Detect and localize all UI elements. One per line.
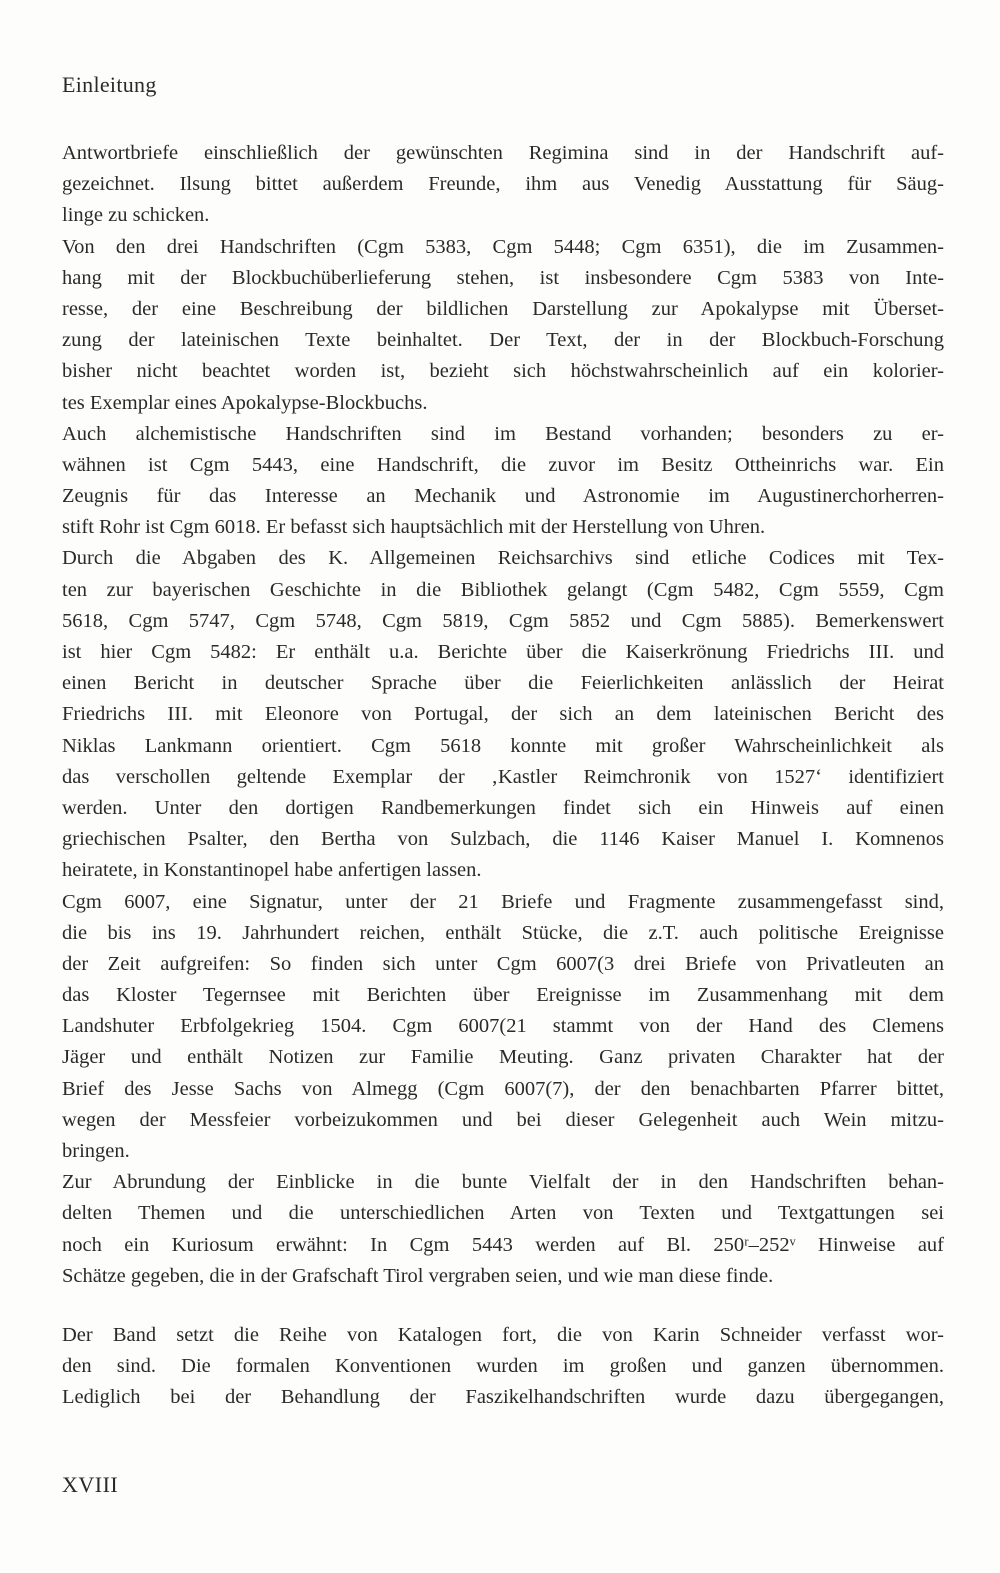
paragraph <box>62 1320 944 1414</box>
text-line: Cgm 6007, eine Signatur, unter der 21 Briefe und Fragmente zusammengefasst sind, <box>62 890 944 913</box>
text-line: hang mit der Blockbuchüberlieferung stehen, ist insbesondere Cgm 5383 von Inte- <box>62 266 944 289</box>
text-line: gezeichnet. Ilsung bittet außerdem Freunde, ihm aus Venedig Ausstattung für Säug- <box>62 173 944 196</box>
text-line: stift Rohr ist Cgm 6018. Er befasst sich hauptsächlich mit der Herstellung von Uhren. <box>62 516 766 539</box>
text-line: werden. Unter den dortigen Randbemerkungen findet sich ein Hinweis auf einen <box>62 796 944 819</box>
paragraph <box>62 419 944 544</box>
text-line: Jäger und enthält Notizen zur Familie Meuting. Ganz privaten Charakter hat der <box>62 1046 944 1069</box>
text-line: wegen der Messfeier vorbeizukommen und bei dieser Gelegenheit auch Wein mitzu- <box>62 1108 944 1131</box>
text-line: die bis ins 19. Jahrhundert reichen, enthält Stücke, die z.T. auch politische Ereignisse <box>62 921 944 944</box>
text-line: den sind. Die formalen Konventionen wurden im großen und ganzen übernommen. <box>62 1355 944 1378</box>
text-line: Friedrichs III. mit Eleonore von Portugal, der sich an dem lateinischen Bericht des <box>62 703 944 726</box>
text-line: linge zu schicken. <box>62 204 210 227</box>
text-line: Landshuter Erbfolgekrieg 1504. Cgm 6007(21 stammt von der Hand des Clemens <box>62 1015 944 1038</box>
text-line: noch ein Kuriosum erwähnt: In Cgm 5443 werden auf Bl. 250ʳ–252ᵛ Hinweise auf <box>62 1233 944 1256</box>
text-line: Niklas Lankmann orientiert. Cgm 5618 konnte mit großer Wahrscheinlichkeit als <box>62 734 944 757</box>
text-line: das verschollen geltende Exemplar der ‚Kastler Reimchronik von 1527‘ identifiziert <box>62 765 944 788</box>
text-line: Von den drei Handschriften (Cgm 5383, Cgm 5448; Cgm 6351), die im Zusammen- <box>62 235 944 258</box>
text-line: der Zeit aufgreifen: So finden sich unter Cgm 6007(3 drei Briefe von Privatleuten an <box>62 952 944 975</box>
text-line: das Kloster Tegernsee mit Berichten über Ereignisse im Zusammenhang mit dem <box>62 984 944 1007</box>
text-line: heiratete, in Konstantinopel habe anfertigen lassen. <box>62 859 482 882</box>
text-line: tes Exemplar eines Apokalypse-Blockbuchs. <box>62 391 428 414</box>
text-line: Durch die Abgaben des K. Allgemeinen Reichsarchivs sind etliche Codices mit Tex- <box>62 547 944 570</box>
text-line: resse, der eine Beschreibung der bildlichen Darstellung zur Apokalypse mit Überset- <box>62 297 944 320</box>
text-line: Zur Abrundung der Einblicke in die bunte Vielfalt der in den Handschriften behan- <box>62 1171 944 1194</box>
text-line: Der Band setzt die Reihe von Katalogen fort, die von Karin Schneider verfasst wor- <box>62 1323 944 1346</box>
text-line: wähnen ist Cgm 5443, eine Handschrift, die zuvor im Besitz Ottheinrichs war. Ein <box>62 453 944 476</box>
text-line: zung der lateinischen Texte beinhaltet. Der Text, der in der Blockbuch-Forschung <box>62 329 944 352</box>
text-line: Zeugnis für das Interesse an Mechanik und Astronomie im Augustinerchorherren- <box>62 485 944 508</box>
text-line: Schätze gegeben, die in der Grafschaft Tirol vergraben seien, und wie man diese finde. <box>62 1264 774 1287</box>
paragraph-gap <box>62 1292 944 1320</box>
text-line: Antwortbriefe einschließlich der gewünschten Regimina sind in der Handschrift auf- <box>62 142 944 164</box>
paragraph <box>62 887 944 1168</box>
text-line: ten zur bayerischen Geschichte in die Bibliothek gelangt (Cgm 5482, Cgm 5559, Cgm <box>62 578 944 601</box>
text-line: Auch alchemistische Handschriften sind im Bestand vorhanden; besonders zu er- <box>62 422 944 445</box>
text-line: delten Themen und die unterschiedlichen Arten von Texten und Textgattungen sei <box>62 1202 944 1225</box>
text-line: ist hier Cgm 5482: Er enthält u.a. Berichte über die Kaiserkrönung Friedrichs III. und <box>62 641 944 663</box>
text-line: 5618, Cgm 5747, Cgm 5748, Cgm 5819, Cgm 5852 und Cgm 5885). Bemerkenswert <box>62 609 944 632</box>
text-line: einen Bericht in deutscher Sprache über die Feierlichkeiten anlässlich der Heirat <box>62 672 944 695</box>
text-line: Brief des Jesse Sachs von Almegg (Cgm 6007(7), der den benachbarten Pfarrer bittet, <box>62 1077 944 1100</box>
text-line: griechischen Psalter, den Bertha von Sulzbach, die 1146 Kaiser Manuel I. Komnenos <box>62 828 944 851</box>
paragraph <box>62 1167 944 1292</box>
paragraph <box>62 232 944 419</box>
running-head: Einleitung <box>62 72 157 97</box>
text-line: bringen. <box>62 1140 130 1162</box>
body-text <box>62 138 944 1414</box>
paragraph <box>62 543 944 886</box>
text-line: Lediglich bei der Behandlung der Faszikelhandschriften wurde dazu übergegangen, <box>62 1386 944 1409</box>
text-line: bisher nicht beachtet worden ist, bezieht sich höchstwahrscheinlich auf ein kolorier- <box>62 360 944 383</box>
paragraph <box>62 138 944 232</box>
page-number: XVIII <box>62 1472 119 1497</box>
